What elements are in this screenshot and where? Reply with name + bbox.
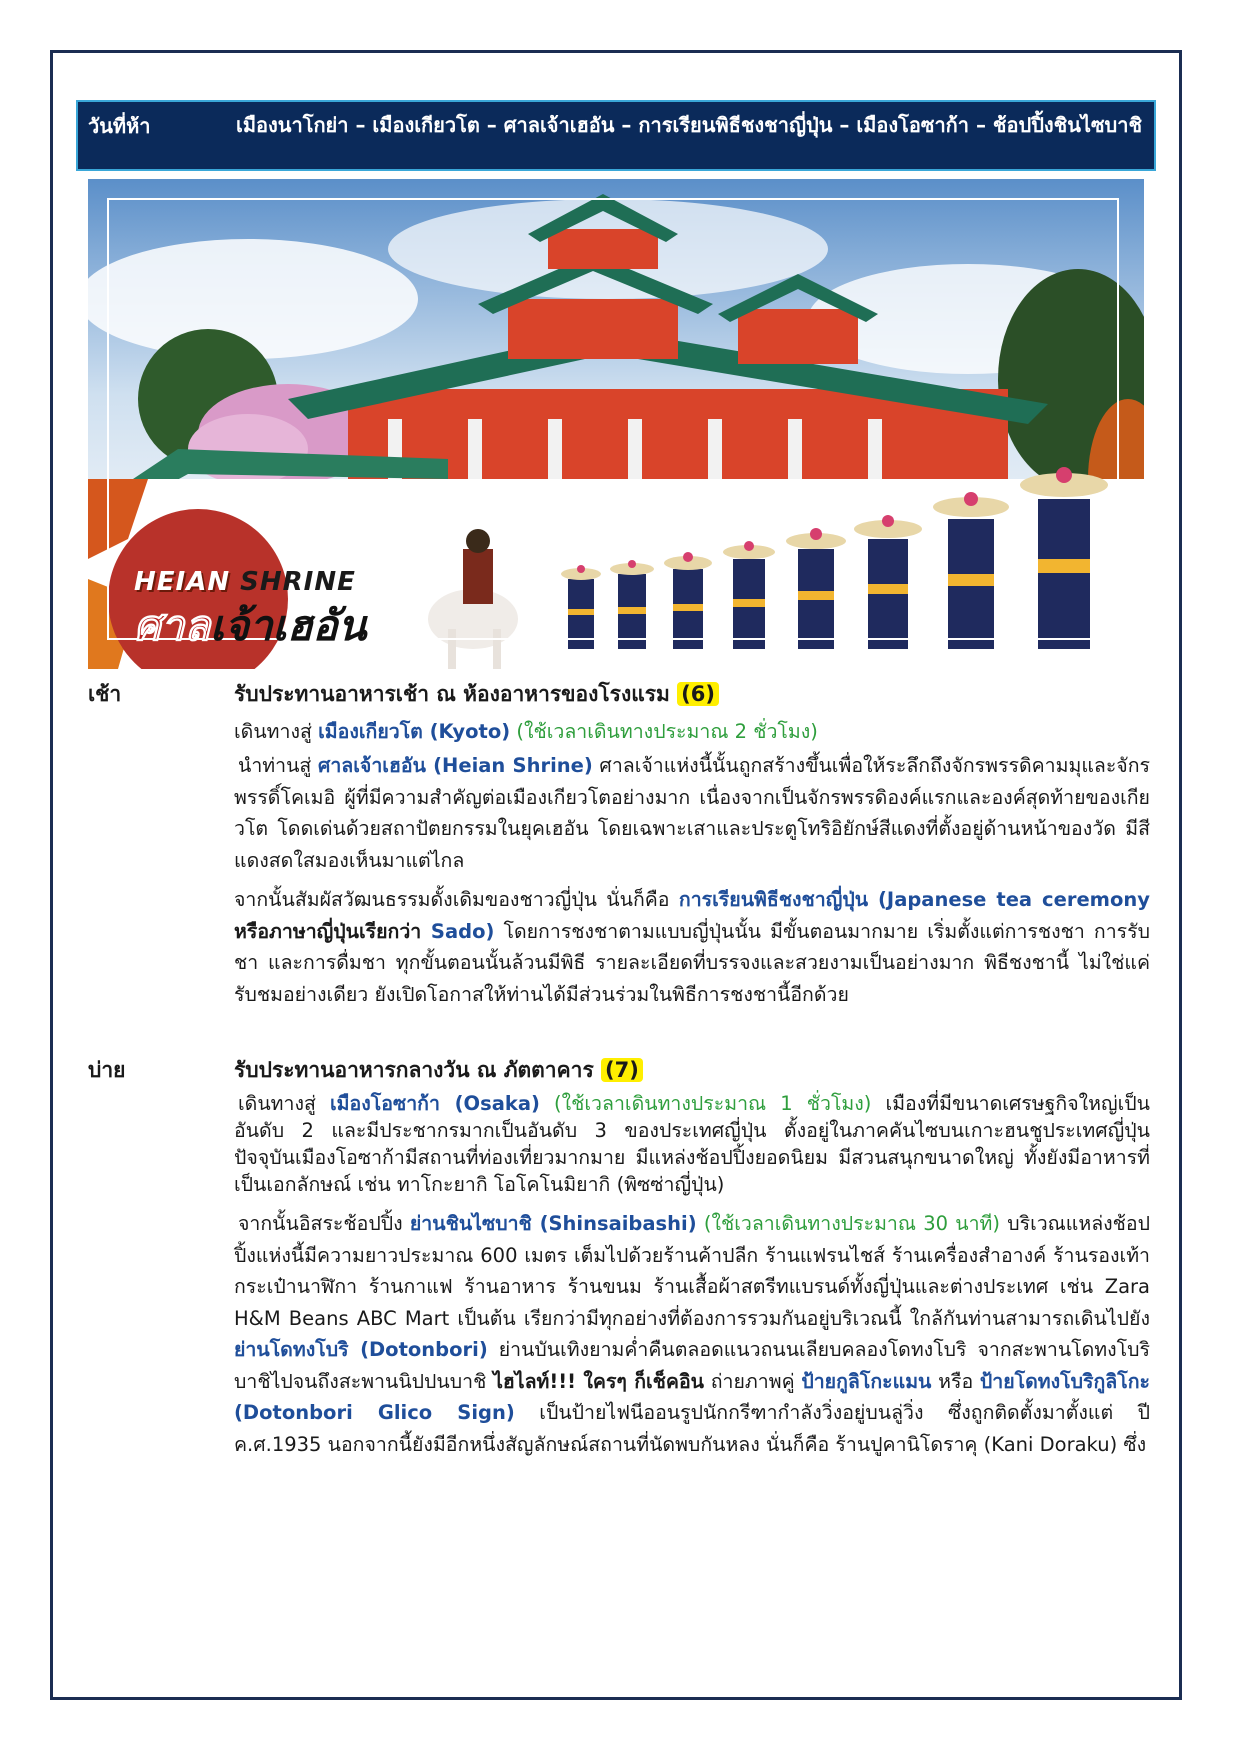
afternoon-label: บ่าย	[88, 1058, 126, 1082]
morning-paragraph-3: จากนั้นสัมผัสวัฒนธรรมดั้งเดิมของชาวญี่ปุ่น นั่นก็คือ การเรียนพิธีชงชาญี่ปุ่น (Japanese tea ceremony หรือภาษาญี่ปุ่นเรียกว่า Sado) โดยการชงชาตามแบบญี่ปุ่นนั้น มีขั้นตอนมากมาย เริ่มตั้งแต่การชงชา การรับชา และการดื่มชา ทุกขั้นตอนนั้นล้วนมีพิธี รายละเอียดที่บรรจงและสวยงามเป็นอย่างมาก พิธีชงชานี้ ไม่ใช่แค่รับชมอย่างเดียว ยังเปิดโอกาสให้ท่านได้มีส่วนร่วมในพิธีการชงชานี้อีกด้วย	[234, 888, 1150, 1006]
afternoon-paragraph-2: จากนั้นอิสระช้อปปิ้ง ย่านชินไซบาชิ (Shinsaibashi) (ใช้เวลาเดินทางประมาณ 30 นาที) บริเวณแหล่งช้อปปิ้งแห่งนี้มีความยาวประมาณ 600 เมตร เต็มไปด้วยร้านค้าปลีก ร้านแฟรนไชส์ ร้านเครื่องสำอางค์ ร้านรองเท้า กระเป๋านาฬิกา ร้านกาแฟ ร้านอาหาร ร้านขนม ร้านเสื้อผ้าสตรีทแบรนด์ทั้งญี่ปุ่นและต่างประเทศ เช่น Zara H&M Beans ABC Mart เป็นต้น เรียกว่ามีทุกอย่างที่ต้องการรวมกันอยู่บริเวณนี้ ใกล้กันท่านสามารถเดินไปยัง ย่านโดทงโบริ (Dotonbori) ย่านบันเทิงยามค่ำคืนตลอดแนวถนนเลียบคลองโดทงโบริ จากสะพานโดทงโบริบาชิไปจนถึงสะพานนิปปนบาชิ ไฮไลท์!!! ใครๆ ก็เช็คอิน ถ่ายภาพคู่ ป้ายกูลิโกะแมน หรือ ป้ายโดทงโบริกูลิโกะ (Dotonbori Glico Sign) เป็นป้ายไฟนีออนรูปนักกรีฑากำลังวิ่งอยู่บนลู่วิ่ง ซึ่งถูกติดตั้งมาตั้งแต่ ปี ค.ศ.1935 นอกจากนี้ยังมีอีกหนึ่งสัญลักษณ์สถานที่นัดพบกันหลง นั่นก็คือ ร้านปูคานิโดราคุ (Kani Doraku) ซึ่ง	[234, 1212, 1151, 1456]
meal-number: (7)	[601, 1058, 643, 1082]
day-title: เมืองนาโกย่า – เมืองเกียวโต – ศาลเจ้าเฮอัน – การเรียนพิธีชงชาญี่ปุ่น – เมืองโอซาก้า – ช้อปปิ้งชินไซบาชิ	[236, 113, 1143, 137]
brand-en-heian: HEIAN	[134, 567, 231, 597]
morning-paragraph-1: เดินทางสู่ เมืองเกียวโต (Kyoto) (ใช้เวลาเดินทางประมาณ 2 ชั่วโมง)	[234, 720, 818, 743]
brand-th-1: ศาล	[134, 601, 210, 650]
afternoon-paragraph-1: เดินทางสู่ เมืองโอซาก้า (Osaka) (ใช้เวลาเดินทางประมาณ 1 ชั่วโมง) เมืองที่มีขนาดเศรษฐกิจใหญ่เป็นอันดับ 2 และมีประชากรมากเป็นอันดับ 3 ของประเทศญี่ปุ่น ตั้งอยู่ในภาคคันไซบนเกาะฮนชูประเทศญี่ปุ่น ปัจจุบันเมืองโอซาก้ามีสถานที่ท่องเที่ยวมากมาย มีแหล่งช้อปปิ้งยอดนิยม มีสวนสนุกขนาดใหญ่ ทั้งยังมีอาหารที่เป็นเอกลักษณ์ เช่น ทาโกะยากิ โอโคโนมิยากิ (พิซซ่าญี่ปุ่น)	[234, 1092, 1150, 1196]
brand-en-shrine: SHRINE	[240, 567, 356, 597]
day-label: วันที่ห้า	[88, 114, 151, 138]
morning-meal: รับประทานอาหารเช้า ณ ห้องอาหารของโรงแรม (6)	[234, 678, 719, 711]
morning-paragraph-2: นำท่านสู่ ศาลเจ้าเฮอัน (Heian Shrine) ศาลเจ้าแห่งนี้นั้นถูกสร้างขึ้นเพื่อให้ระลึกถึงจักรพรรดิคามมุและจักรพรรดิ์โคเมอิ ผู้ที่มีความสำคัญต่อเมืองเกียวโตอย่างมาก เนื่องจากเป็นจักรพรรดิองค์แรกและองค์สุดท้ายของเกียวโต โดดเด่นด้วยสถาปัตยกรรมในยุคเฮอัน โดยเฉพาะเสาและประตูโทริอิยักษ์สีแดงที่ตั้งอยู่ด้านหน้าของวัด มีสีแดงสดใสมองเห็นมาแต่ไกล	[234, 754, 1151, 872]
day-header	[76, 100, 1156, 171]
hero-image	[88, 179, 1144, 669]
meal-number: (6)	[677, 682, 719, 706]
afternoon-meal: รับประทานอาหารกลางวัน ณ ภัตตาคาร (7)	[234, 1054, 643, 1087]
brand-th-2: เจ้าเฮอัน	[209, 601, 367, 650]
morning-label: เช้า	[88, 682, 122, 706]
hero-brand	[134, 567, 366, 659]
